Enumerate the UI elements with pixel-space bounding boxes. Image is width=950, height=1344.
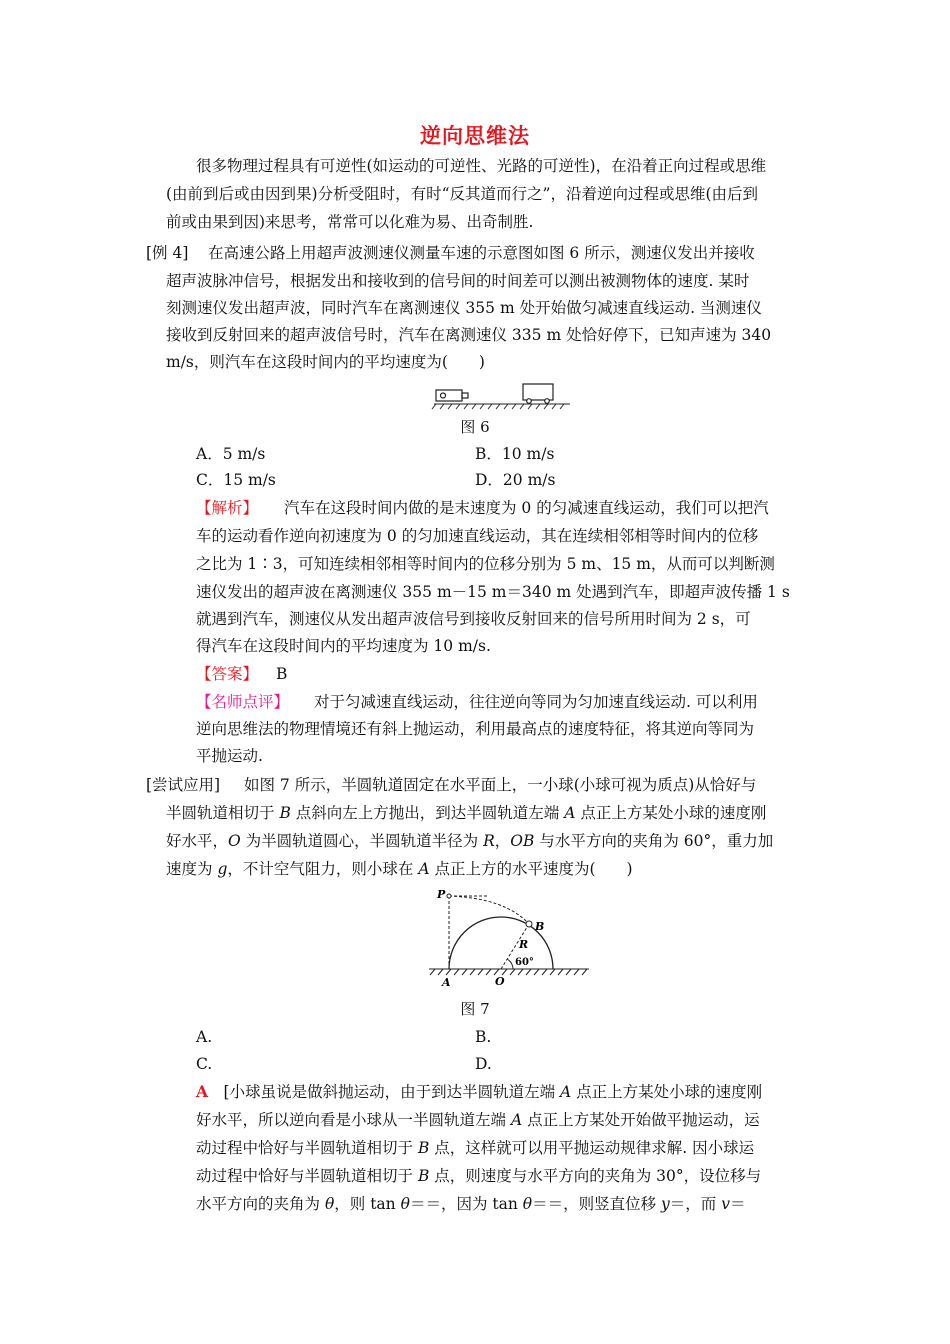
ground-hatching bbox=[432, 404, 570, 409]
try-apply-line-3: 好水平，O 为半圆轨道圆心，半圆轨道半径为 R，OB 与水平方向的夹角为 60°，重力加 bbox=[166, 832, 774, 850]
answer-tag: 【答案】 bbox=[196, 665, 259, 683]
analysis-line-4: 速仪发出的超声波在离测速仪 355 m－15 m＝340 m 处遇到汽车，即超声波传播 1 s bbox=[196, 583, 790, 601]
comment-line-1: 对于匀减速直线运动，往往逆向等同为匀加速直线运动. 可以利用 bbox=[314, 693, 758, 711]
label-r: R bbox=[519, 938, 529, 951]
solution-line-3: 动过程中恰好与半圆轨道相切于 B 点，这样就可以用平抛运动规律求解. 因小球运 bbox=[196, 1139, 755, 1157]
label-a: A bbox=[442, 976, 451, 989]
comment-line-3: 平抛运动. bbox=[196, 747, 263, 765]
comment-tag: 【名师点评】 bbox=[196, 693, 290, 711]
analysis-line-5: 就遇到汽车，测速仪从发出超声波信号到接收反射回来的信号所用时间为 2 s，可 bbox=[196, 610, 751, 628]
page-title: 逆向思维法 bbox=[420, 123, 530, 148]
solution-answer-letter: A bbox=[196, 1082, 209, 1101]
option-c: C．15 m/s bbox=[196, 471, 276, 489]
intro-line-2: (由前到后或由因到果)分析受阻时，有时“反其道而行之”，沿着逆向过程或思维(由后到 bbox=[166, 185, 758, 203]
figure-7-semicircle-diagram bbox=[425, 882, 595, 994]
intro-line-3: 前或由果到因)来思考，常常可以化难为易、出奇制胜. bbox=[166, 213, 534, 231]
try-option-d: D. bbox=[475, 1055, 492, 1073]
analysis-tag: 【解析】 bbox=[196, 499, 259, 517]
solution-line-5: 水平方向的夹角为 θ，则 tan θ＝＝，因为 tan θ＝＝，则竖直位移 y＝，而 v＝ bbox=[196, 1195, 746, 1213]
example-4-label: [例 4] bbox=[146, 244, 189, 262]
speed-meter-device bbox=[436, 390, 468, 401]
try-apply-line-2: 半圆轨道相切于 B 点斜向左上方抛出，到达半圆轨道左端 A 点正上方某处小球的速度刚 bbox=[166, 804, 767, 822]
label-p: P bbox=[437, 888, 446, 901]
analysis-line-2: 车的运动看作逆向初速度为 0 的匀加速直线运动，其在连续相邻相等时间内的位移 bbox=[196, 527, 759, 545]
ground-hatching bbox=[429, 969, 589, 975]
label-b: B bbox=[535, 920, 545, 933]
example-4-line-3: 刻测速仪发出超声波，同时汽车在离测速仪 355 m 处开始做匀减速直线运动. 当测速仪 bbox=[166, 299, 762, 317]
figure-6-speed-meter-diagram bbox=[430, 380, 575, 410]
solution-line-2: 好水平，所以逆向看是小球从一半圆轨道左端 A 点正上方某处开始做平抛运动，运 bbox=[196, 1111, 760, 1129]
try-option-c: C. bbox=[196, 1055, 213, 1073]
car-shape bbox=[523, 384, 553, 403]
label-angle: 60° bbox=[515, 957, 534, 968]
analysis-line-1: 汽车在这段时间内做的是末速度为 0 的匀减速直线运动，我们可以把汽 bbox=[284, 499, 769, 517]
label-o: O bbox=[495, 975, 505, 988]
solution-line-4: 动过程中恰好与半圆轨道相切于 B 点，则速度与水平方向的夹角为 30°，设位移与 bbox=[196, 1167, 762, 1185]
try-option-b: B. bbox=[475, 1028, 492, 1046]
try-apply-label: [尝试应用] bbox=[146, 776, 221, 794]
figure-6-caption: 图 6 bbox=[460, 418, 490, 436]
option-d: D．20 m/s bbox=[475, 471, 556, 489]
figure-7-caption: 图 7 bbox=[460, 1000, 490, 1018]
analysis-line-6: 得汽车在这段时间内的平均速度为 10 m/s. bbox=[196, 637, 491, 655]
example-4-line-1: 在高速公路上用超声波测速仪测量车速的示意图如图 6 所示，测速仪发出并接收 bbox=[208, 244, 755, 262]
try-apply-line-4: 速度为 g，不计空气阻力，则小球在 A 点正上方的水平速度为( ) bbox=[166, 860, 633, 878]
analysis-line-3: 之比为 1∶3，可知连续相邻相等时间内的位移分别为 5 m、15 m，从而可以判断测 bbox=[196, 555, 775, 573]
example-4-line-5: m/s，则汽车在这段时间内的平均速度为( ) bbox=[166, 353, 485, 371]
point-p-marker bbox=[447, 894, 451, 898]
try-apply-line-1: 如图 7 所示，半圆轨道固定在水平面上，一小球(小球可视为质点)从恰好与 bbox=[244, 776, 757, 794]
answer-value: B bbox=[276, 665, 288, 683]
example-4-line-4: 接收到反射回来的超声波信号时，汽车在离测速仪 335 m 处恰好停下，已知声速为 340 bbox=[166, 326, 772, 344]
solution-line-1: A [小球虽说是做斜抛运动，由于到达半圆轨道左端 A 点正上方某处小球的速度刚 bbox=[196, 1082, 763, 1101]
angle-arc bbox=[507, 959, 513, 969]
try-option-a: A. bbox=[196, 1028, 213, 1046]
ball-at-b bbox=[526, 921, 532, 927]
example-4-line-2: 超声波脉冲信号，根据发出和接收到的信号间的时间差可以测出被测物体的速度. 某时 bbox=[166, 272, 750, 290]
option-a: A．5 m/s bbox=[196, 445, 266, 463]
comment-line-2: 逆向思维法的物理情境还有斜上抛运动，利用最高点的速度特征，将其逆向等同为 bbox=[196, 720, 755, 738]
intro-line-1: 很多物理过程具有可逆性(如运动的可逆性、光路的可逆性)，在沿着正向过程或思维 bbox=[196, 157, 767, 175]
option-b: B．10 m/s bbox=[475, 445, 555, 463]
